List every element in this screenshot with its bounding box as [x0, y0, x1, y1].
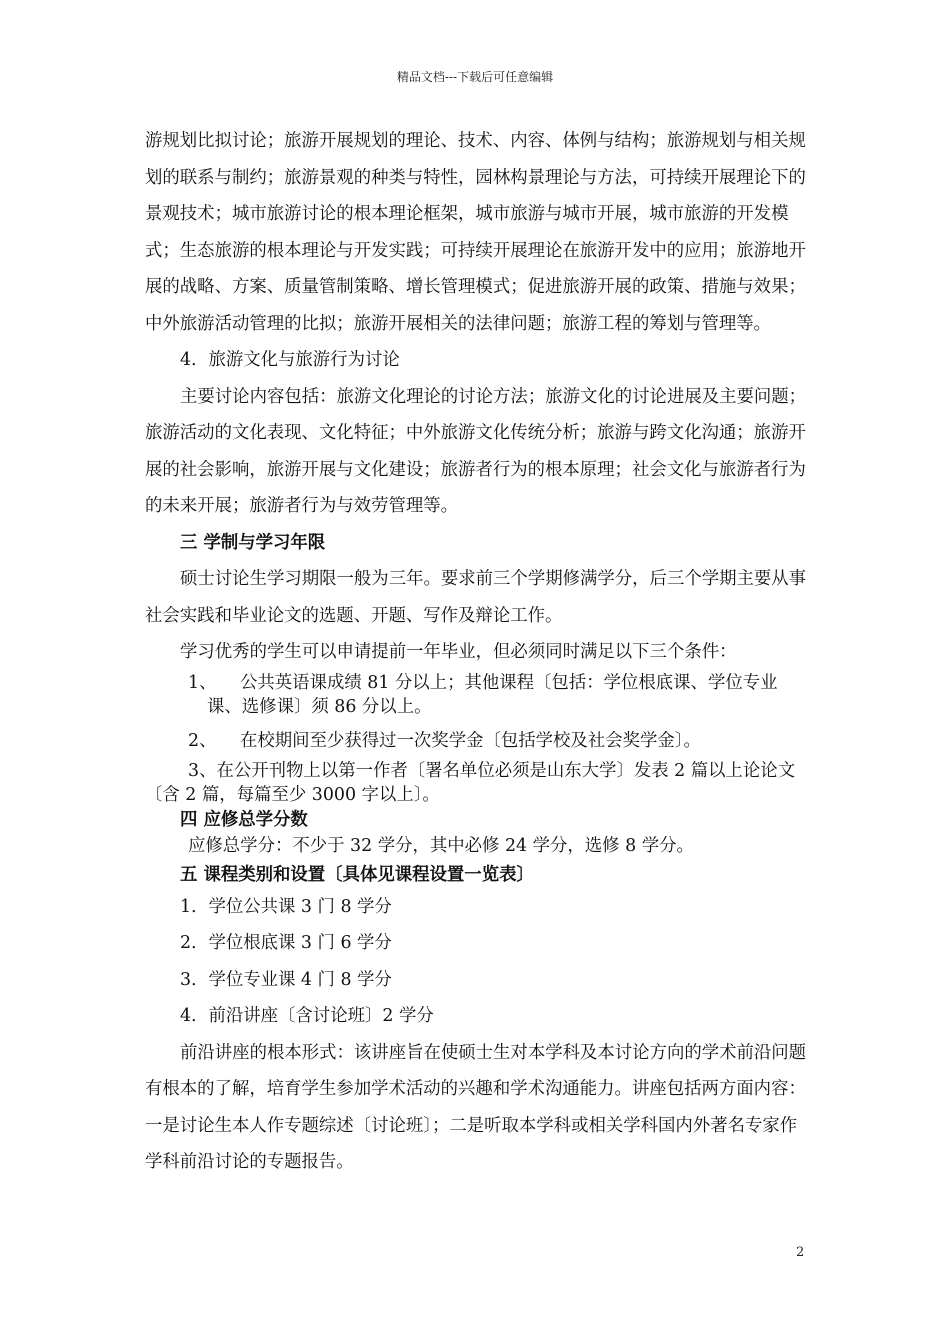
- document-body: [145, 123, 807, 1181]
- course-item-3: 3．学位专业课 4 门 8 学分: [180, 969, 392, 990]
- section-heading-credits: 四 应修总学分数: [180, 809, 308, 830]
- condition-text: 公共英语课成绩 81 分以上；其他课程〔包括：学位根底课、学位专业课、选修课〕须 86 分以上。: [207, 672, 778, 717]
- course-item-2: 2．学位根底课 3 门 6 学分: [180, 933, 392, 953]
- condition-number: 1、: [188, 672, 217, 693]
- paragraph-planning: 游规划比拟讨论；旅游开展规划的理论、技术、内容、体例与结构；旅游规划与相关规划的联系与制约；旅游景观的种类与特性，园林构景理论与方法，可持续开展理论下的景观技术；城市旅游讨论的根本理论框架，城市旅游与城市开展，城市旅游的开发模式；生态旅游的根本理论与开发实践；可持续开展理论在旅游开发中的应用；旅游地开展的战略、方案、质量管制策略、增长管理模式；促进旅游开展的政策、措施与效果；中外旅游活动管理的比拟；旅游开展相关的法律问题；旅游工程的筹划与管理等。: [145, 131, 806, 334]
- paragraph-early-graduation: 学习优秀的学生可以申请提前一年毕业，但必须同时满足以下三个条件：: [180, 642, 737, 662]
- condition-item-2: [145, 729, 807, 753]
- section-heading-duration: 三 学制与学习年限: [180, 532, 326, 553]
- subheading-tourism-culture: 4．旅游文化与旅游行为讨论: [180, 350, 400, 370]
- paragraph-duration: 硕士讨论生学习期限一般为三年。要求前三个学期修满学分，后三个学期主要从事社会实践和毕业论文的选题、开题、写作及辩论工作。: [145, 569, 807, 626]
- condition-item-3: 3、在公开刊物上以第一作者〔署名单位必须是山东大学〕发表 2 篇以上论论文〔含 2 篇，每篇至少 3000 字以上〕。: [145, 760, 796, 805]
- page-number: 2: [796, 1245, 805, 1260]
- course-item-1: 1．学位公共课 3 门 8 学分: [180, 896, 392, 917]
- condition-number: 2、: [188, 730, 217, 751]
- paragraph-lectures: 前沿讲座的根本形式：该讲座旨在使硕士生对本学科及本讨论方向的学术前沿问题有根本的了解，培育学生参加学术活动的兴趣和学术沟通能力。讲座包括两方面内容：一是讨论生本人作专题综述〔讨论班〕；二是听取本学科或相关学科国内外著名专家作学科前沿讨论的专题报告。: [145, 1042, 807, 1172]
- condition-text: 在校期间至少获得过一次奖学金〔包括学校及社会奖学金〕。: [240, 730, 701, 751]
- page-header: 精品文档---下载后可任意编辑: [396, 70, 554, 84]
- condition-item-1: [145, 671, 807, 719]
- paragraph-credits: 应修总学分：不少于 32 学分，其中必修 24 学分，选修 8 学分。: [188, 835, 694, 856]
- course-item-4: 4．前沿讲座〔含讨论班〕2 学分: [180, 1006, 434, 1026]
- paragraph-culture-content: 主要讨论内容包括：旅游文化理论的讨论方法；旅游文化的讨论进展及主要问题；旅游活动的文化表现、文化特征；中外旅游文化传统分析；旅游与跨文化沟通；旅游开展的社会影响，旅游开展与文化建设；旅游者行为的根本原理；社会文化与旅游者行为的未来开展；旅游者行为与效劳管理等。: [145, 386, 807, 516]
- section-heading-courses: 五 课程类别和设置〔具体见课程设置一览表〕: [180, 864, 534, 885]
